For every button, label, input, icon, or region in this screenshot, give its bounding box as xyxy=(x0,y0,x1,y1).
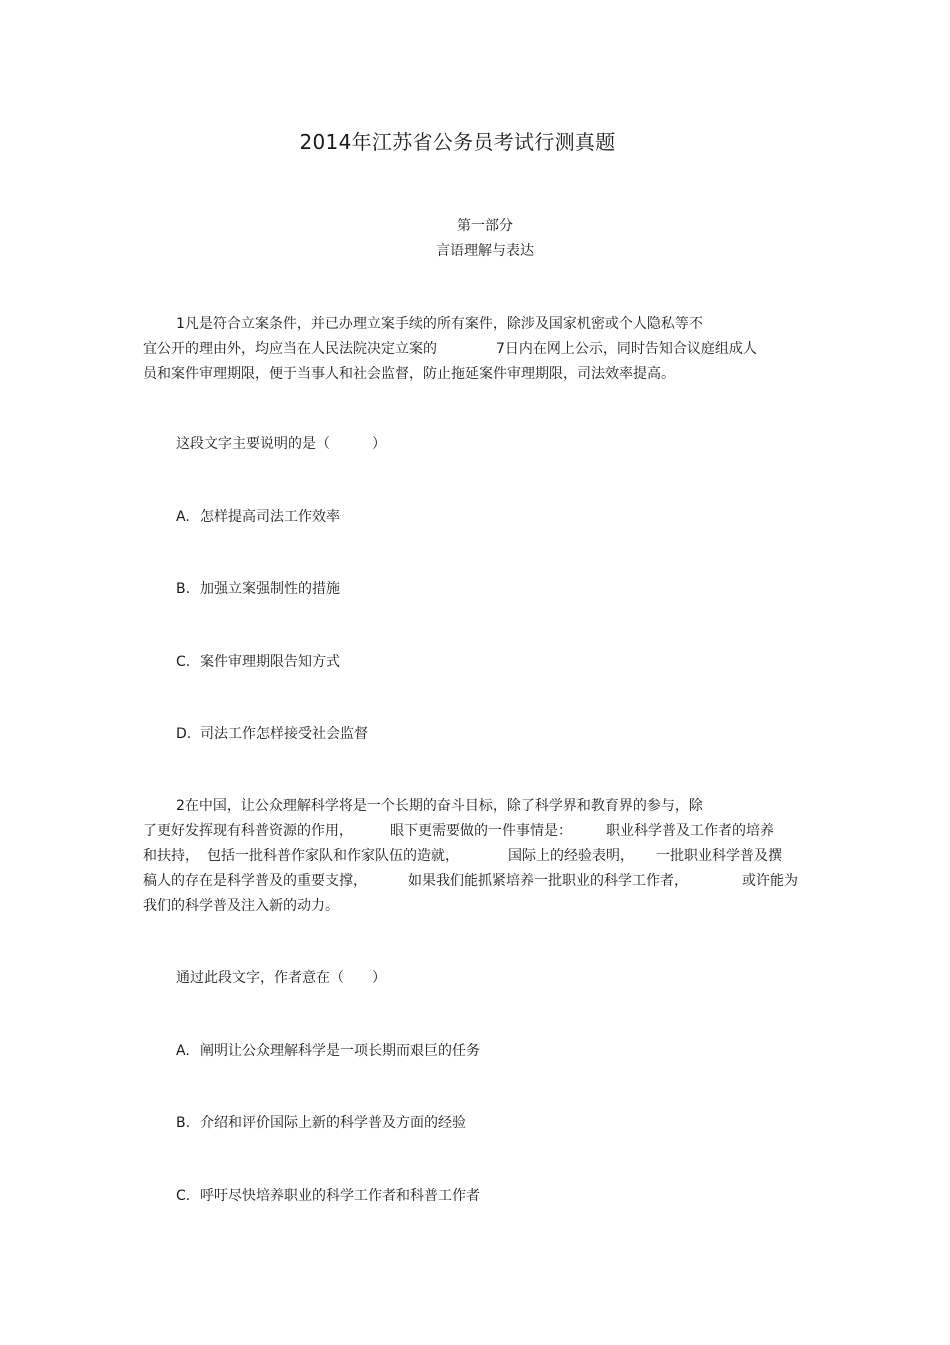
question-1-text-line: 1凡是符合立案条件，并已办理立案手续的所有案件，除涉及国家机密或个人隐私等不 xyxy=(176,316,703,332)
option-text: 司法工作怎样接受社会监督 xyxy=(200,726,368,742)
option-text: 介绍和评价国际上新的科学普及方面的经验 xyxy=(200,1115,466,1131)
question-2-text-line: 如果我们能抓紧培养一批职业的科学工作者， xyxy=(408,873,688,889)
question-2-text-line: 或许能为 xyxy=(742,873,798,889)
document-title: 2014年江苏省公务员考试行测真题 xyxy=(299,130,616,154)
question-2-text-line: 2在中国，让公众理解科学将是一个长期的奋斗目标，除了科学界和教育界的参与，除 xyxy=(176,798,703,814)
question-1-option-b[interactable] xyxy=(176,579,340,599)
option-letter: C. xyxy=(176,654,191,670)
question-2-option-b[interactable] xyxy=(176,1113,466,1133)
question-1-text-line: 7日内在网上公示，同时告知合议庭组成人 xyxy=(496,341,757,357)
question-1-option-d[interactable] xyxy=(176,724,368,744)
question-2-text-line: 国际上的经验表明， xyxy=(508,848,634,864)
question-1-option-a[interactable] xyxy=(176,507,340,527)
option-letter: B. xyxy=(176,1115,191,1131)
question-1-prompt: 这段文字主要说明的是（ ） xyxy=(176,436,386,452)
section-heading: 言语理解与表达 xyxy=(436,243,534,259)
question-2-text-line: 稿人的存在是科学普及的重要支撑， xyxy=(143,873,367,889)
part-heading: 第一部分 xyxy=(457,218,513,234)
question-1-text-line: 宜公开的理由外，均应当在人民法院决定立案的 xyxy=(143,341,437,357)
question-2-prompt: 通过此段文字，作者意在（ ） xyxy=(176,970,386,986)
option-text: 加强立案强制性的措施 xyxy=(200,581,340,597)
option-text: 阐明让公众理解科学是一项长期而艰巨的任务 xyxy=(200,1043,480,1059)
question-2-text-line: 了更好发挥现有科普资源的作用， xyxy=(143,823,353,839)
option-text: 呼吁尽快培养职业的科学工作者和科普工作者 xyxy=(200,1188,480,1204)
question-1-option-c[interactable] xyxy=(176,652,340,672)
question-2-text-line: 我们的科学普及注入新的动力。 xyxy=(143,898,339,914)
option-text: 怎样提高司法工作效率 xyxy=(200,509,340,525)
option-letter: D. xyxy=(176,726,192,742)
option-letter: A. xyxy=(176,509,190,525)
question-2-text-line: 职业科学普及工作者的培养 xyxy=(606,823,774,839)
question-2-option-c[interactable] xyxy=(176,1186,480,1206)
question-2-option-a[interactable] xyxy=(176,1041,480,1061)
question-2-text-line: 一批职业科学普及撰 xyxy=(656,848,782,864)
question-2-text-line: 眼下更需要做的一件事情是： xyxy=(390,823,572,839)
option-letter: C. xyxy=(176,1188,191,1204)
question-1-text-line: 员和案件审理期限，便于当事人和社会监督，防止拖延案件审理期限，司法效率提高。 xyxy=(143,366,675,382)
option-letter: B. xyxy=(176,581,191,597)
question-2-text-line: 包括一批科普作家队和作家队伍的造就， xyxy=(207,848,459,864)
option-text: 案件审理期限告知方式 xyxy=(200,654,340,670)
option-letter: A. xyxy=(176,1043,190,1059)
question-2-text-line: 和扶持， xyxy=(143,848,199,864)
